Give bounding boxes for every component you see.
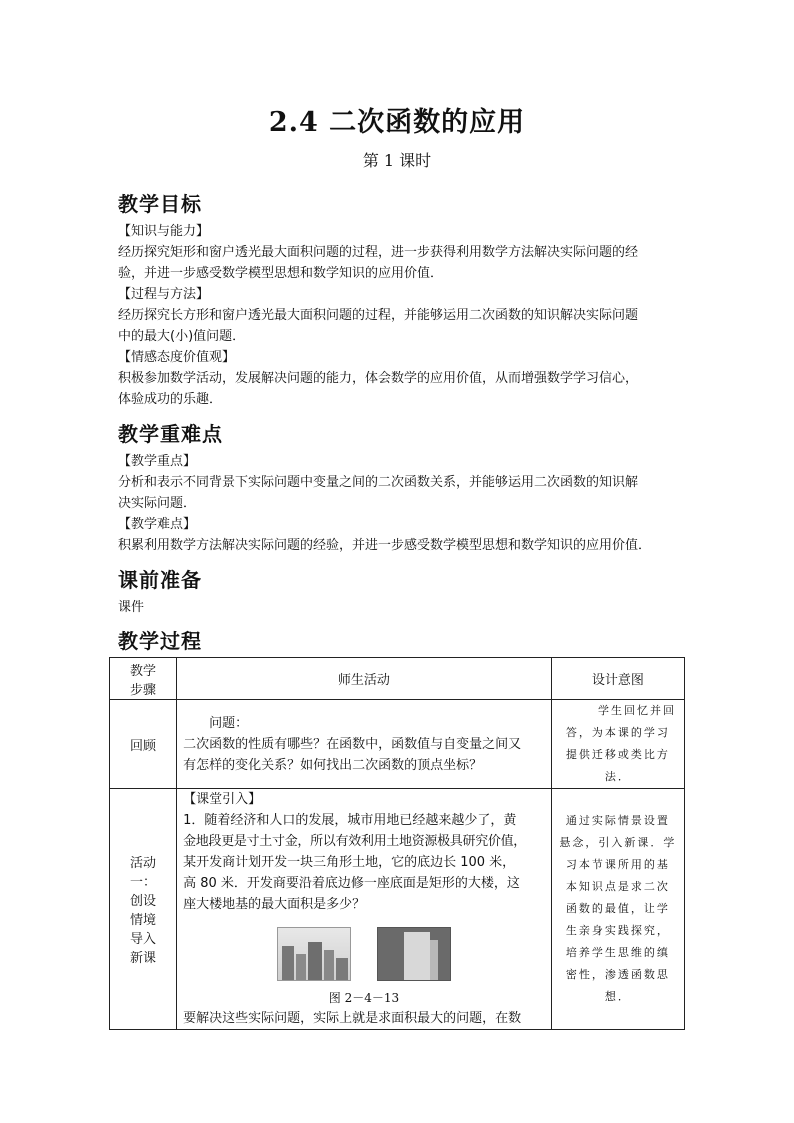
subheading-knowledge: 【知识与能力】 (118, 224, 210, 239)
header-step-line: 步骤 (130, 682, 157, 698)
step-line: 活动 (130, 856, 157, 871)
values-text-line: 体验成功的乐趣． (118, 392, 223, 407)
figure-caption: 图 2－4－13 (328, 991, 400, 1005)
subheading-process: 【过程与方法】 (118, 287, 210, 302)
intent-line: 密性，渗透函数思 (565, 968, 670, 981)
table-row (110, 700, 685, 789)
intent-activity-one (551, 789, 684, 1030)
activity-one-content (177, 789, 552, 1030)
section-heading-keypoints: 教学重难点 (118, 422, 223, 446)
building-photo-city (277, 927, 351, 981)
page-subtitle: 第 1 课时 (362, 151, 432, 170)
goals-text-line: 验，并进一步感受数学模型思想和数学知识的应用价值． (118, 266, 444, 281)
header-step (110, 658, 177, 700)
step-line: 创设 (130, 894, 157, 909)
table-header-row (110, 658, 685, 700)
intent-line: 学生回忆并回 (598, 704, 676, 717)
subheading-focus: 【教学重点】 (118, 454, 197, 469)
step-review: 回顾 (110, 700, 177, 789)
preparation-text: 课件 (118, 600, 145, 615)
step-line: 一： (130, 875, 157, 890)
activity-line: 1．随着经济和人口的发展，城市用地已经越来越少了，黄 (183, 813, 517, 828)
activity-review (177, 700, 552, 789)
activity-line: 某开发商计划开发一块三角形土地，它的底边长 100 米， (183, 855, 516, 870)
step-line: 情境 (130, 913, 157, 928)
header-step-line: 教学 (130, 663, 157, 679)
intent-line: 培养学生思维的缜 (565, 946, 670, 959)
step-line: 导入 (130, 932, 157, 947)
process-text-line: 经历探究长方形和窗户透光最大面积问题的过程，并能够运用二次函数的知识解决实际问题 (118, 308, 639, 323)
page-title: 2.4 二次函数的应用 (268, 107, 526, 138)
intent-line: 悬念，引入新课．学 (559, 836, 677, 849)
intent-line: 答，为本课的学习 (565, 726, 670, 739)
subheading-values: 【情感态度价值观】 (118, 350, 236, 365)
difficulty-text-line: 积累利用数学方法解决实际问题的经验，并进一步感受数学模型思想和数学知识的应用价值． (118, 538, 652, 553)
section-heading-preparation: 课前准备 (118, 568, 202, 592)
subheading-difficulty: 【教学难点】 (118, 517, 197, 532)
intent-line: 提供迁移或类比方 (565, 748, 670, 761)
activity-line: 【课堂引入】 (183, 792, 262, 807)
intent-line: 生亲身实践探究， (565, 924, 670, 937)
section-heading-process: 教学过程 (118, 629, 202, 653)
activity-line: 金地段更是寸土寸金，所以有效利用土地资源极具研究价值， (183, 834, 527, 849)
activity-line: 问题： (183, 715, 249, 731)
section-heading-goals: 教学目标 (118, 192, 202, 216)
focus-text-line: 分析和表示不同背景下实际问题中变量之间的二次函数关系，并能够运用二次函数的知识解 (118, 475, 639, 490)
activity-line: 座大楼地基的最大面积是多少？ (183, 897, 366, 912)
process-text-line: 中的最大(小)值问题． (118, 329, 246, 344)
figure-images (177, 927, 551, 981)
activity-line: 有怎样的变化关系？如何找出二次函数的顶点坐标？ (183, 757, 483, 773)
activity-line: 二次函数的性质有哪些？在函数中，函数值与自变量之间又 (183, 736, 522, 752)
step-line: 新课 (130, 951, 157, 966)
intent-line: 通过实际情景设置 (565, 814, 670, 827)
values-text-line: 积极参加数学活动，发展解决问题的能力，体会数学的应用价值，从而增强数学学习信心， (118, 371, 639, 386)
step-activity-one (110, 789, 177, 1030)
focus-text-line: 决实际问题． (118, 496, 197, 511)
header-intent: 设计意图 (551, 658, 684, 700)
intent-line: 想． (604, 990, 631, 1003)
teaching-process-table (109, 657, 685, 1030)
building-photo-tower (377, 927, 451, 981)
goals-text-line: 经历探究矩形和窗户透光最大面积问题的过程，进一步获得利用数学方法解决实际问题的经 (118, 245, 639, 260)
activity-line: 要解决这些实际问题，实际上就是求面积最大的问题，在数 (183, 1011, 522, 1026)
table-row (110, 789, 685, 1030)
header-activity: 师生活动 (177, 658, 552, 700)
intent-line: 函数的最值，让学 (565, 902, 670, 915)
activity-line: 高 80 米．开发商要沿着底边修一座底面是矩形的大楼，这 (183, 876, 520, 891)
intent-review (551, 700, 684, 789)
intent-line: 法． (604, 770, 631, 783)
intent-line: 本知识点是求二次 (565, 880, 670, 893)
intent-line: 习本节课所用的基 (565, 858, 670, 871)
